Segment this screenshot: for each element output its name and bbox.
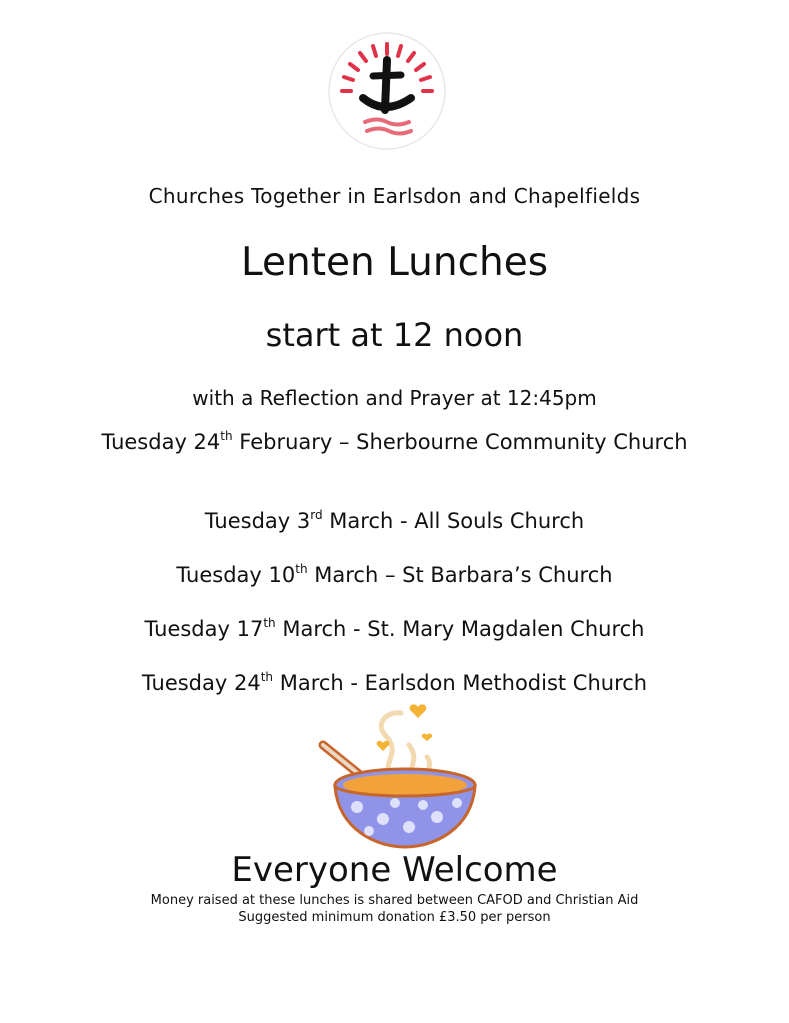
ordinal-suffix: th (295, 562, 308, 576)
prayer-note: with a Reflection and Prayer at 12:45pm (192, 386, 597, 410)
event-date-prefix: Tuesday 17 (144, 617, 264, 641)
donation-note: Suggested minimum donation £3.50 per person (238, 910, 551, 925)
event-date-prefix: Tuesday 24 (141, 671, 261, 695)
organization-name: Churches Together in Earlsdon and Chapelfields (148, 184, 641, 208)
event-item (0, 509, 789, 533)
event-item (0, 428, 789, 456)
event-detail: March – St Barbara’s Church (307, 563, 613, 587)
soup-bowl-icon (305, 695, 480, 855)
churches-together-logo (327, 30, 447, 152)
funds-note: Money raised at these lunches is shared between CAFOD and Christian Aid (150, 893, 639, 908)
event-item (0, 671, 789, 695)
ordinal-suffix: th (220, 429, 233, 443)
event-item (0, 617, 789, 641)
welcome-heading: Everyone Welcome (231, 850, 558, 890)
ordinal-suffix: th (260, 670, 274, 684)
start-time: start at 12 noon (265, 316, 524, 354)
event-date-prefix: Tuesday 3 (204, 509, 311, 533)
event-date-prefix: Tuesday 10 (176, 563, 296, 587)
event-detail: March - St. Mary Magdalen Church (275, 617, 645, 641)
event-detail: March - All Souls Church (322, 509, 585, 533)
ordinal-suffix: th (263, 616, 276, 630)
event-detail: February – Sherbourne Community Church (232, 430, 688, 454)
event-date-prefix: Tuesday 24 (101, 430, 221, 454)
page-title: Lenten Lunches (240, 240, 549, 285)
event-detail: March - Earlsdon Methodist Church (273, 671, 648, 695)
ordinal-suffix: rd (310, 508, 323, 522)
event-item (0, 563, 789, 587)
